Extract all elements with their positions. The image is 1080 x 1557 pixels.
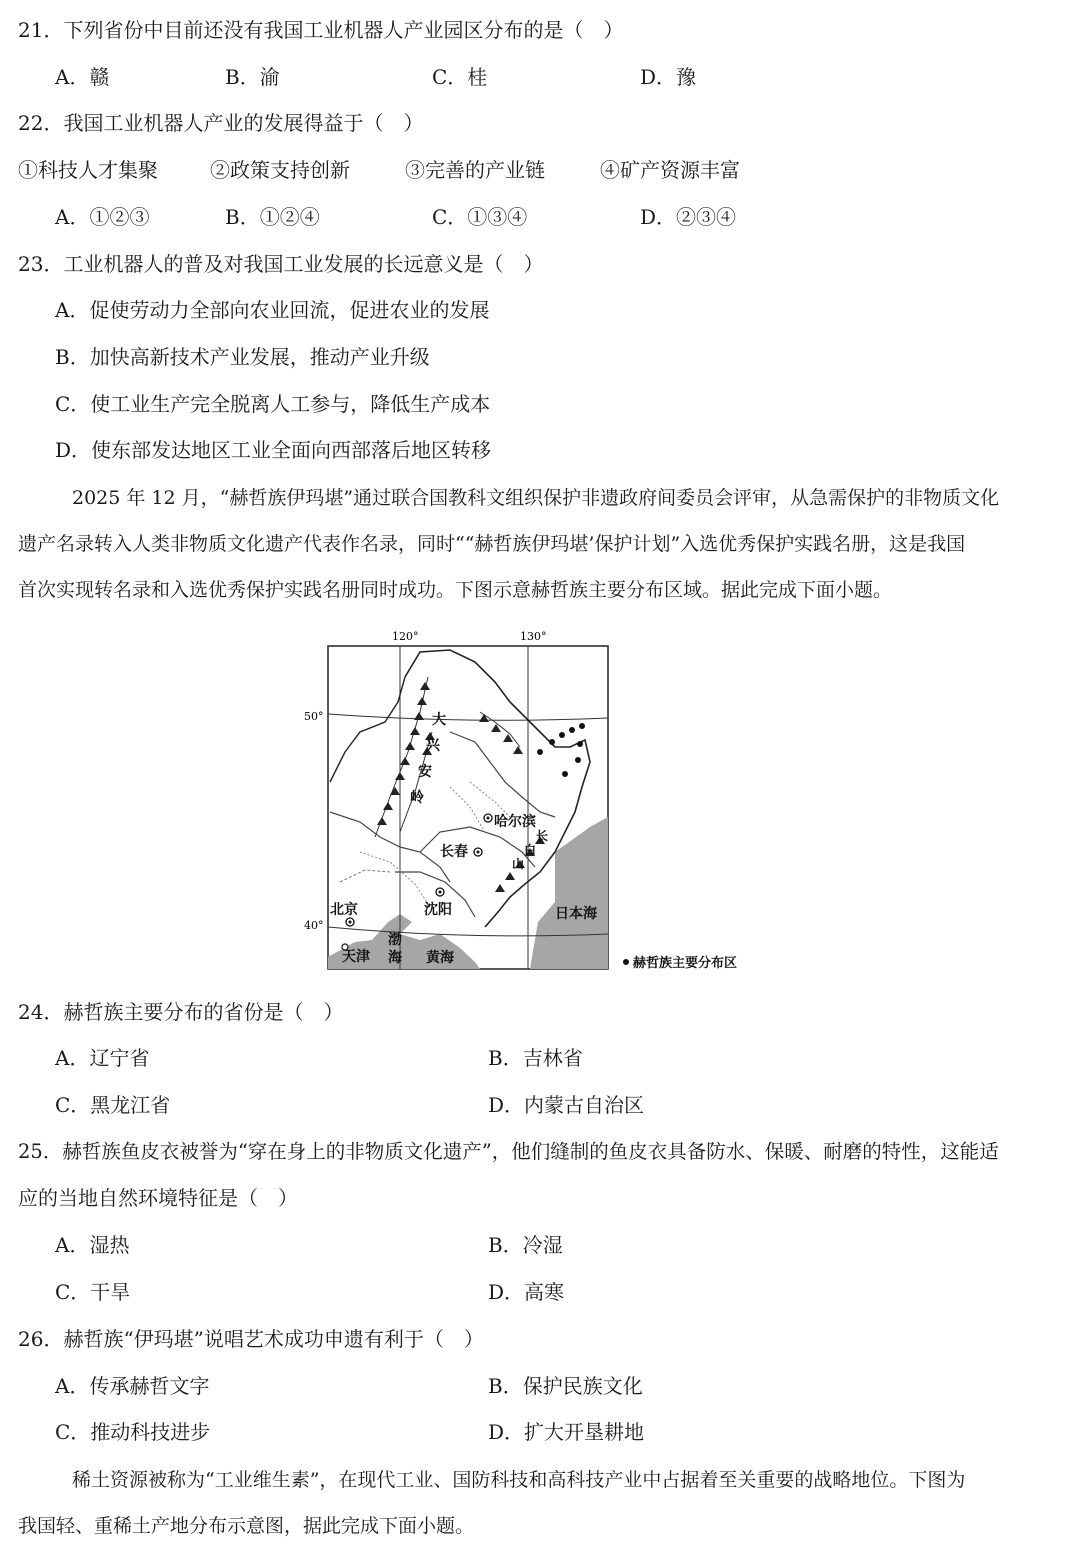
hezhe-distribution-map [300,622,780,977]
lon-label-130: 130° [520,630,547,643]
passage1-line3: 首次实现转名录和入选优秀保护实践名册同时成功。下图示意赫哲族主要分布区域。据此完成下面小题。 [18,579,893,601]
q25-stem-line1: 25．赫哲族鱼皮衣被誉为“穿在身上的非物质文化遗产”，他们缝制的鱼皮衣具备防水、保暖、耐磨的特性，这能适 [18,1140,999,1163]
q24-option-d: D．内蒙古自治区 [488,1093,645,1117]
passage2-line2: 我国轻、重稀土产地分布示意图，据此完成下面小题。 [18,1515,475,1537]
q25-stem-line2: 应的当地自然环境特征是（ ） [18,1186,298,1210]
mountain2-char-2: 白 [524,843,537,857]
city-changchun: 长春 [440,844,468,860]
q22-stem: 22．我国工业机器人产业的发展得益于（ ） [18,111,424,135]
mountain-char-3: 安 [418,764,432,780]
q26-stem: 26．赫哲族“伊玛堪”说唱艺术成功申遗有利于（ ） [18,1327,484,1351]
q22-item-1: ①科技人才集聚 [18,158,158,182]
q21-option-d: D．豫 [640,65,697,89]
mountain-char-4: 岭 [410,790,424,806]
q21-stem: 21．下列省份中目前还没有我国工业机器人产业园区分布的是（ ） [18,18,624,42]
q26-option-d: D．扩大开垦耕地 [488,1420,645,1444]
q25-option-d: D．高寒 [488,1280,565,1304]
q25-option-c: C．干旱 [55,1280,131,1304]
q23-stem: 23．工业机器人的普及对我国工业发展的长远意义是（ ） [18,252,544,276]
q23-option-a: A．促使劳动力全部向农业回流，促进农业的发展 [55,298,490,322]
q22-option-c: C．①③④ [432,205,528,229]
passage1-line2: 遗产名录转入人类非物质文化遗产代表作名录，同时““赫哲族伊玛堪’保护计划”入选优秀保护实践名册，这是我国 [18,533,966,555]
q22-item-2: ②政策支持创新 [210,158,350,182]
q23-option-d: D．使东部发达地区工业全面向西部落后地区转移 [55,438,492,462]
lat-label-40: 40° [304,919,324,932]
mountain2-char-1: 长 [536,829,549,843]
passage2-line1: 稀土资源被称为“工业维生素”，在现代工业、国防科技和高科技产业中占据着至关重要的战略地位。下图为 [72,1469,966,1491]
city-shenyang: 沈阳 [424,902,452,918]
q23-option-c: C．使工业生产完全脱离人工参与，降低生产成本 [55,392,491,416]
q24-option-b: B．吉林省 [488,1046,583,1070]
q24-option-a: A．辽宁省 [55,1046,150,1070]
q22-item-3: ③完善的产业链 [405,158,545,182]
q22-option-d: D．②③④ [640,205,737,229]
q21-option-c: C．桂 [432,65,488,89]
sea-japan: 日本海 [555,906,597,922]
city-tianjin: 天津 [342,949,370,965]
q22-option-b: B．①②④ [225,205,320,229]
mountain-char-1: 大 [432,712,446,728]
map-legend: 赫哲族主要分布区 [633,956,738,971]
q22-item-4: ④矿产资源丰富 [600,158,740,182]
q26-option-a: A．传承赫哲文字 [55,1374,210,1398]
q22-option-a: A．①②③ [55,205,150,229]
sea-huanghai: 黄海 [426,950,454,966]
passage1-line1: 2025 年 12 月，“赫哲族伊玛堪”通过联合国教科文组织保护非遗政府间委员会评审，从急需保护的非物质文化 [72,487,1000,509]
q21-option-b: B．渝 [225,65,280,89]
q25-option-a: A．湿热 [55,1233,130,1257]
city-beijing: 北京 [330,902,358,918]
lat-label-50: 50° [304,710,324,723]
sea-bohai-2: 海 [388,950,402,966]
sea-bohai-1: 渤 [388,932,402,948]
q26-option-c: C．推动科技进步 [55,1420,211,1444]
q23-option-b: B．加快高新技术产业发展，推动产业升级 [55,345,430,369]
q26-option-b: B．保护民族文化 [488,1374,643,1398]
lon-label-120: 120° [392,630,419,643]
q25-option-b: B．冷湿 [488,1233,563,1257]
q24-stem: 24．赫哲族主要分布的省份是（ ） [18,1000,344,1024]
mountain2-char-3: 山 [512,857,525,871]
q21-option-a: A．赣 [55,65,110,89]
q24-option-c: C．黑龙江省 [55,1093,171,1117]
mountain-char-2: 兴 [426,738,440,754]
city-harbin: 哈尔滨 [494,814,536,830]
